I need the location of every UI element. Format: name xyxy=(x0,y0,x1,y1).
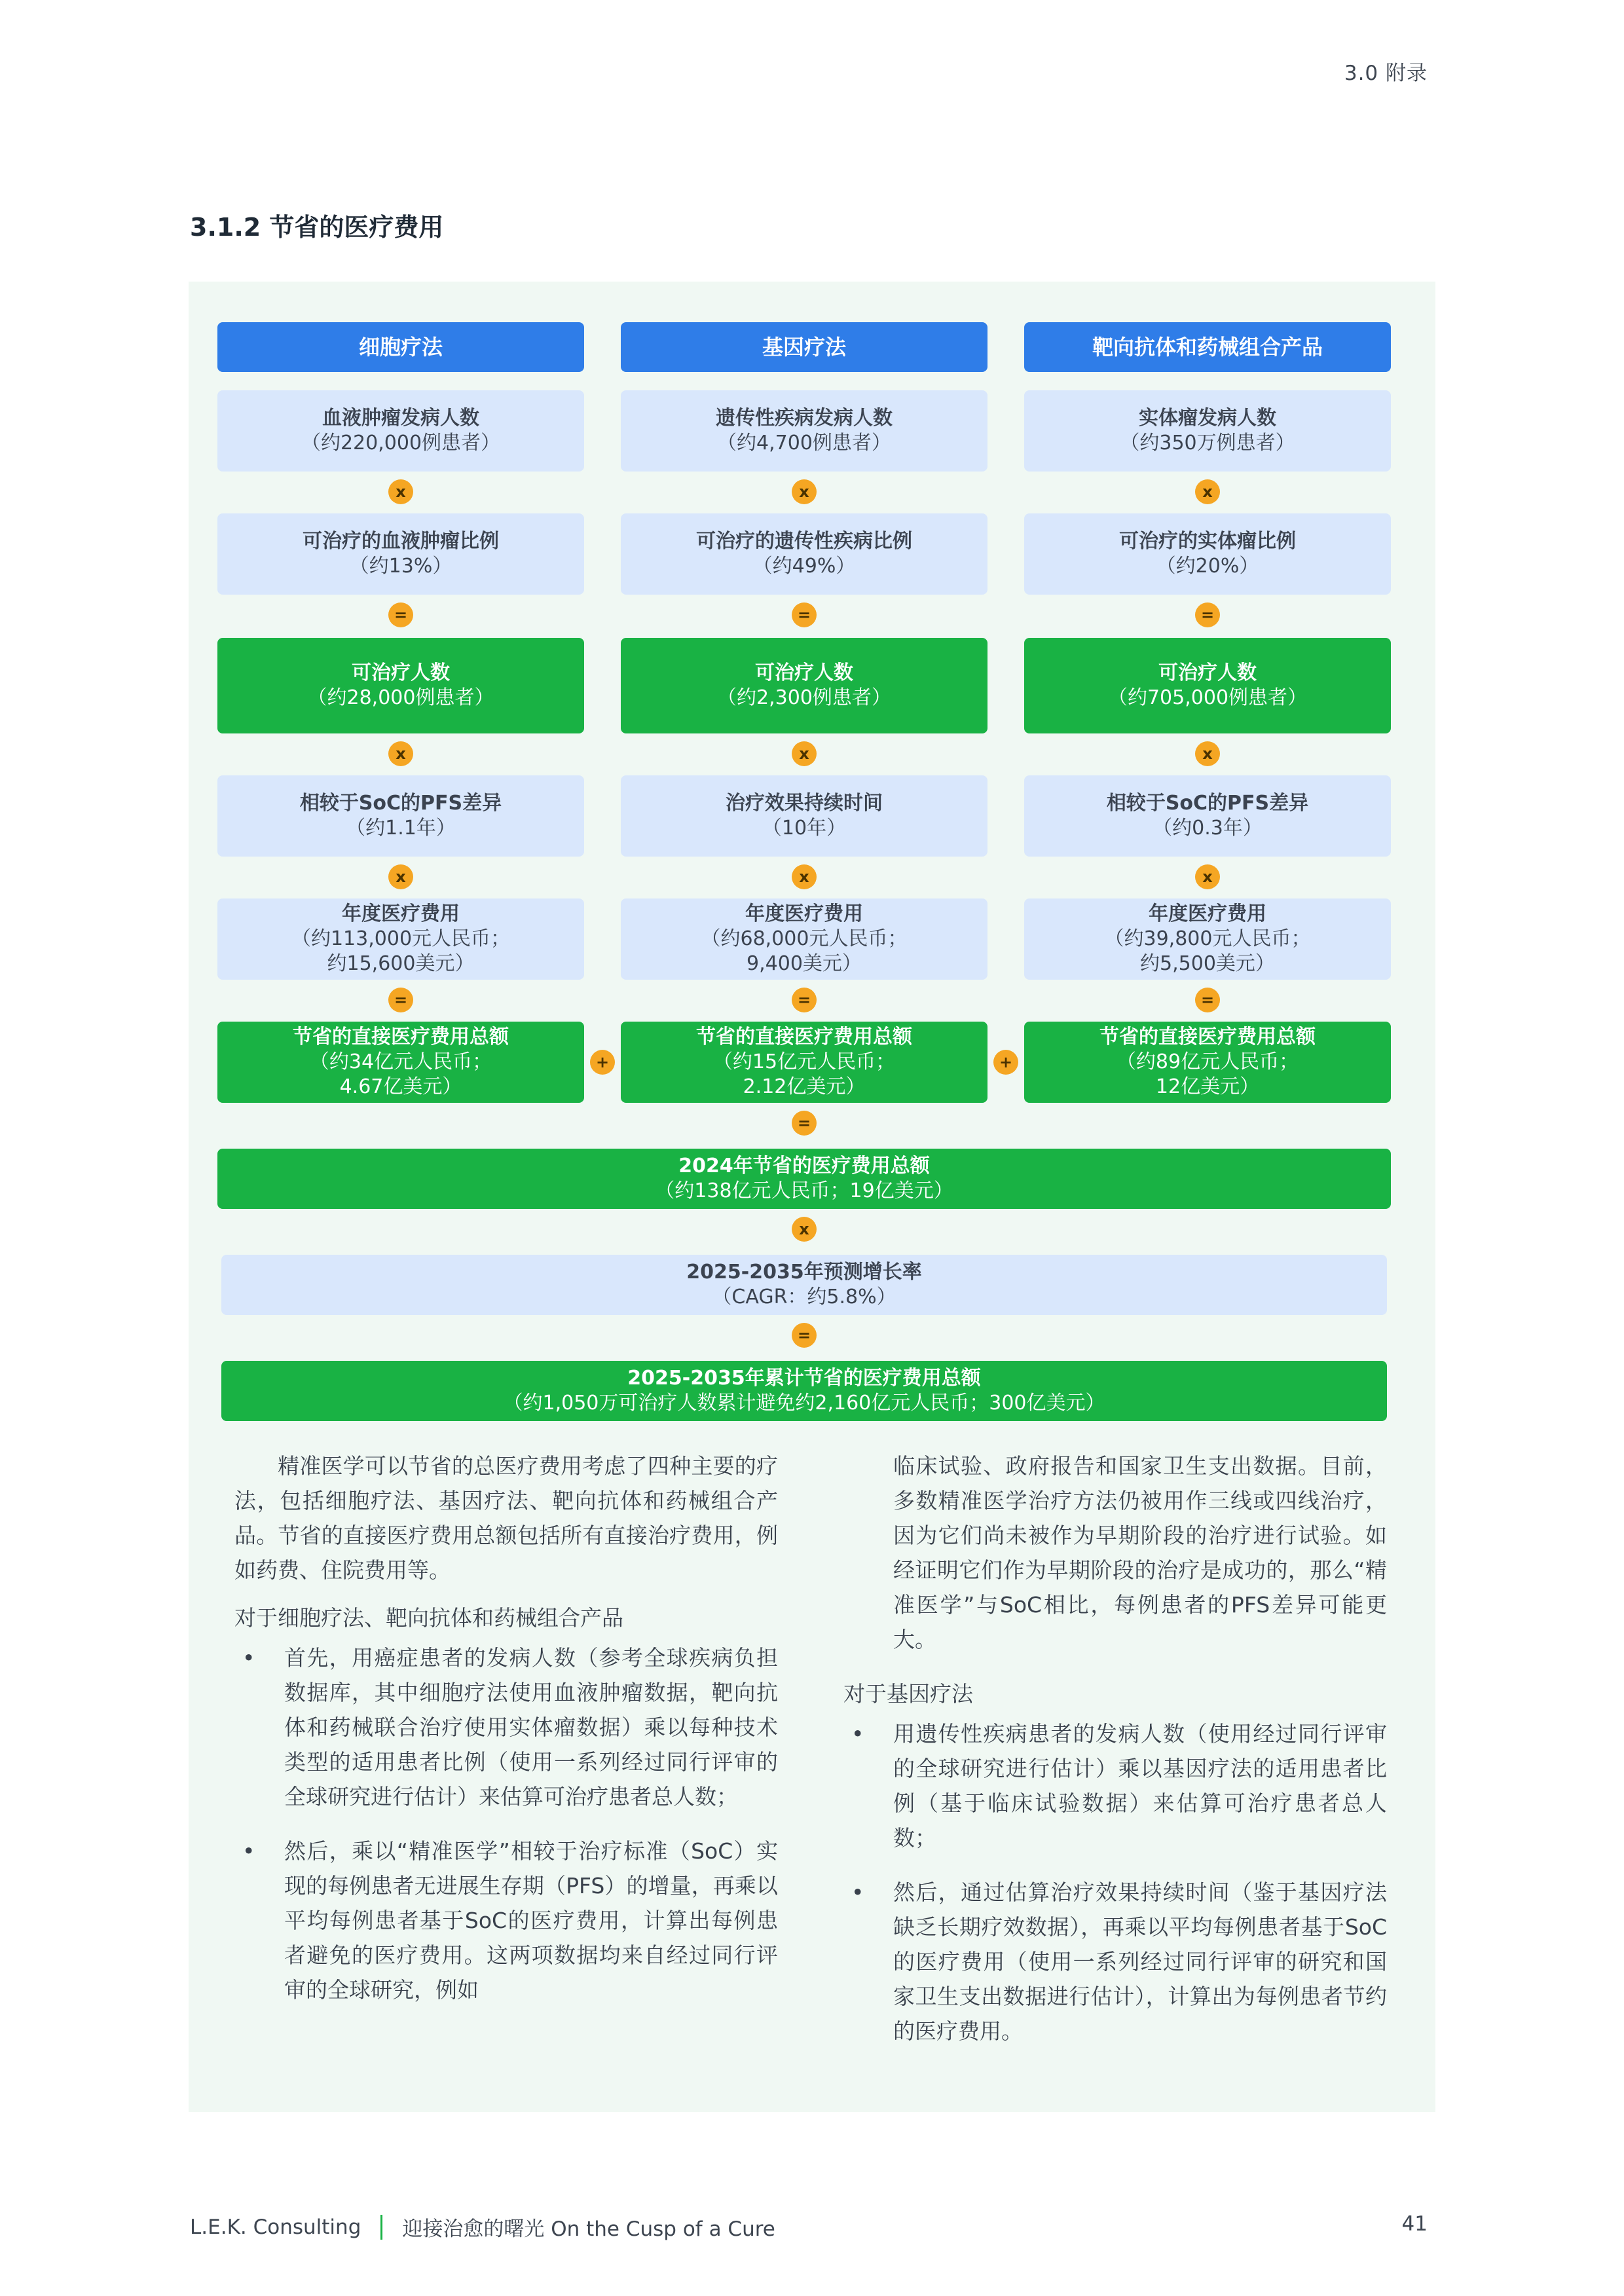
subheading: 对于细胞疗法、靶向抗体和药械组合产品 xyxy=(234,1605,623,1631)
ratio-box: 可治疗的遗传性疾病比例 （约49%） xyxy=(621,513,987,595)
subheading: 对于基因疗法 xyxy=(843,1681,973,1707)
multiply-operator: x xyxy=(792,1217,817,1242)
incidence-box: 遗传性疾病发病人数 （约4,700例患者） xyxy=(621,390,987,472)
savings-box: 节省的直接医疗费用总额 （约34亿元人民币； 4.67亿美元） xyxy=(217,1022,584,1103)
total-2024-box: 2024年节省的医疗费用总额 （约138亿元人民币；19亿美元） xyxy=(217,1149,1391,1209)
section-label: 3.0 附录 xyxy=(1344,62,1428,85)
cumulative-savings-box: 2025-2035年累计节省的医疗费用总额 （约1,050万可治疗人数累计避免约2,160亿元人民币；300亿美元） xyxy=(221,1361,1387,1421)
multiply-operator: x xyxy=(792,741,817,766)
multiply-operator: x xyxy=(1195,741,1220,766)
multiply-operator: x xyxy=(1195,479,1220,504)
savings-box: 节省的直接医疗费用总额 （约15亿元人民币； 2.12亿美元） xyxy=(621,1022,987,1103)
equals-operator: = xyxy=(1195,988,1220,1012)
multiply-operator: x xyxy=(792,479,817,504)
continuation-paragraph: 临床试验、政府报告和国家卫生支出数据。目前，多数精准医学治疗方法仍被用作三线或四线治疗，因为它们尚未被作为早期阶段的治疗进行试验。如经证明它们作为早期阶段的治疗是成功的，那么“精准医学”与SoC相比，每例患者的PFS差异可能更大。 xyxy=(893,1453,1387,1652)
annual-cost-box: 年度医疗费用 （约113,000元人民币； 约15,600美元） xyxy=(217,898,584,980)
list-item: • 然后，通过估算治疗效果持续时间（鉴于基因疗法缺乏长期疗效数据），再乘以平均每例患者基于SoC的医疗费用（使用一系列经过同行评审的研究和国家卫生支出数据进行估计），计算出为每例患者节约的医疗费用。 xyxy=(843,1875,1387,2048)
footer-divider xyxy=(380,2215,382,2240)
column-header-gene-therapy: 基因疗法 xyxy=(621,322,987,372)
equals-operator: = xyxy=(388,602,413,627)
equals-operator: = xyxy=(388,988,413,1012)
content-panel xyxy=(189,282,1435,2112)
bullet-mark: • xyxy=(242,1838,255,1864)
treatable-box: 可治疗人数 （约28,000例患者） xyxy=(217,638,584,733)
annual-cost-box: 年度医疗费用 （约68,000元人民币； 9,400美元） xyxy=(621,898,987,980)
multiply-operator: x xyxy=(388,741,413,766)
column-header-targeted-antibody: 靶向抗体和药械组合产品 xyxy=(1024,322,1391,372)
bullet-mark: • xyxy=(851,1721,864,1747)
multiply-operator: x xyxy=(1195,864,1220,889)
equals-operator: = xyxy=(792,602,817,627)
plus-operator: + xyxy=(590,1050,615,1075)
intro-paragraph: 精准医学可以节省的总医疗费用考虑了四种主要的疗法，包括细胞疗法、基因疗法、靶向抗体和药械组合产品。节省的直接医疗费用总额包括所有直接治疗费用，例如药费、住院费用等。 xyxy=(234,1453,778,1583)
multiply-operator: x xyxy=(388,479,413,504)
page-number: 41 xyxy=(1401,2212,1428,2236)
footer xyxy=(190,2212,775,2242)
equals-operator: = xyxy=(792,988,817,1012)
ratio-box: 可治疗的血液肿瘤比例 （约13%） xyxy=(217,513,584,595)
incidence-box: 血液肿瘤发病人数 （约220,000例患者） xyxy=(217,390,584,472)
ratio-box: 可治疗的实体瘤比例 （约20%） xyxy=(1024,513,1391,595)
bullet-mark: • xyxy=(242,1645,255,1671)
list-item: • 首先，用癌症患者的发病人数（参考全球疾病负担数据库，其中细胞疗法使用血液肿瘤数据，靶向抗体和药械联合治疗使用实体瘤数据）乘以每种技术类型的适用患者比例（使用一系列经过同行评审的全球研究进行估计）来估算可治疗患者总人数； xyxy=(234,1640,778,1814)
multiply-operator: x xyxy=(792,864,817,889)
column-header-cell-therapy: 细胞疗法 xyxy=(217,322,584,372)
page-heading: 3.1.2 节省的医疗费用 xyxy=(190,213,444,242)
body-right-column xyxy=(843,1449,1387,2068)
body-left-column xyxy=(234,1449,778,2027)
effect-box: 相较于SoC的PFS差异 （约1.1年） xyxy=(217,775,584,857)
equals-operator: = xyxy=(1195,602,1220,627)
footer-title: 迎接治愈的曙光 On the Cusp of a Cure xyxy=(402,2217,775,2241)
equals-operator: = xyxy=(792,1323,817,1348)
equals-operator: = xyxy=(792,1111,817,1136)
treatable-box: 可治疗人数 （约2,300例患者） xyxy=(621,638,987,733)
list-item: • 用遗传性疾病患者的发病人数（使用经过同行评审的全球研究进行估计）乘以基因疗法的适用患者比例（基于临床试验数据）来估算可治疗患者总人数； xyxy=(843,1716,1387,1855)
bullet-mark: • xyxy=(851,1879,864,1905)
list-item: • 然后，乘以“精准医学”相较于治疗标准（SoC）实现的每例患者无进展生存期（PFS）的增量，再乘以平均每例患者基于SoC的医疗费用，计算出每例患者避免的医疗费用。这两项数据均来自经过同行评审的全球研究，例如 xyxy=(234,1834,778,2007)
incidence-box: 实体瘤发病人数 （约350万例患者） xyxy=(1024,390,1391,472)
footer-company: L.E.K. Consulting xyxy=(190,2215,361,2239)
multiply-operator: x xyxy=(388,864,413,889)
effect-box: 相较于SoC的PFS差异 （约0.3年） xyxy=(1024,775,1391,857)
growth-rate-box: 2025-2035年预测增长率 （CAGR：约5.8%） xyxy=(221,1255,1387,1315)
savings-box: 节省的直接医疗费用总额 （约89亿元人民币； 12亿美元） xyxy=(1024,1022,1391,1103)
effect-box: 治疗效果持续时间 （10年） xyxy=(621,775,987,857)
treatable-box: 可治疗人数 （约705,000例患者） xyxy=(1024,638,1391,733)
annual-cost-box: 年度医疗费用 （约39,800元人民币； 约5,500美元） xyxy=(1024,898,1391,980)
plus-operator: + xyxy=(993,1050,1018,1075)
